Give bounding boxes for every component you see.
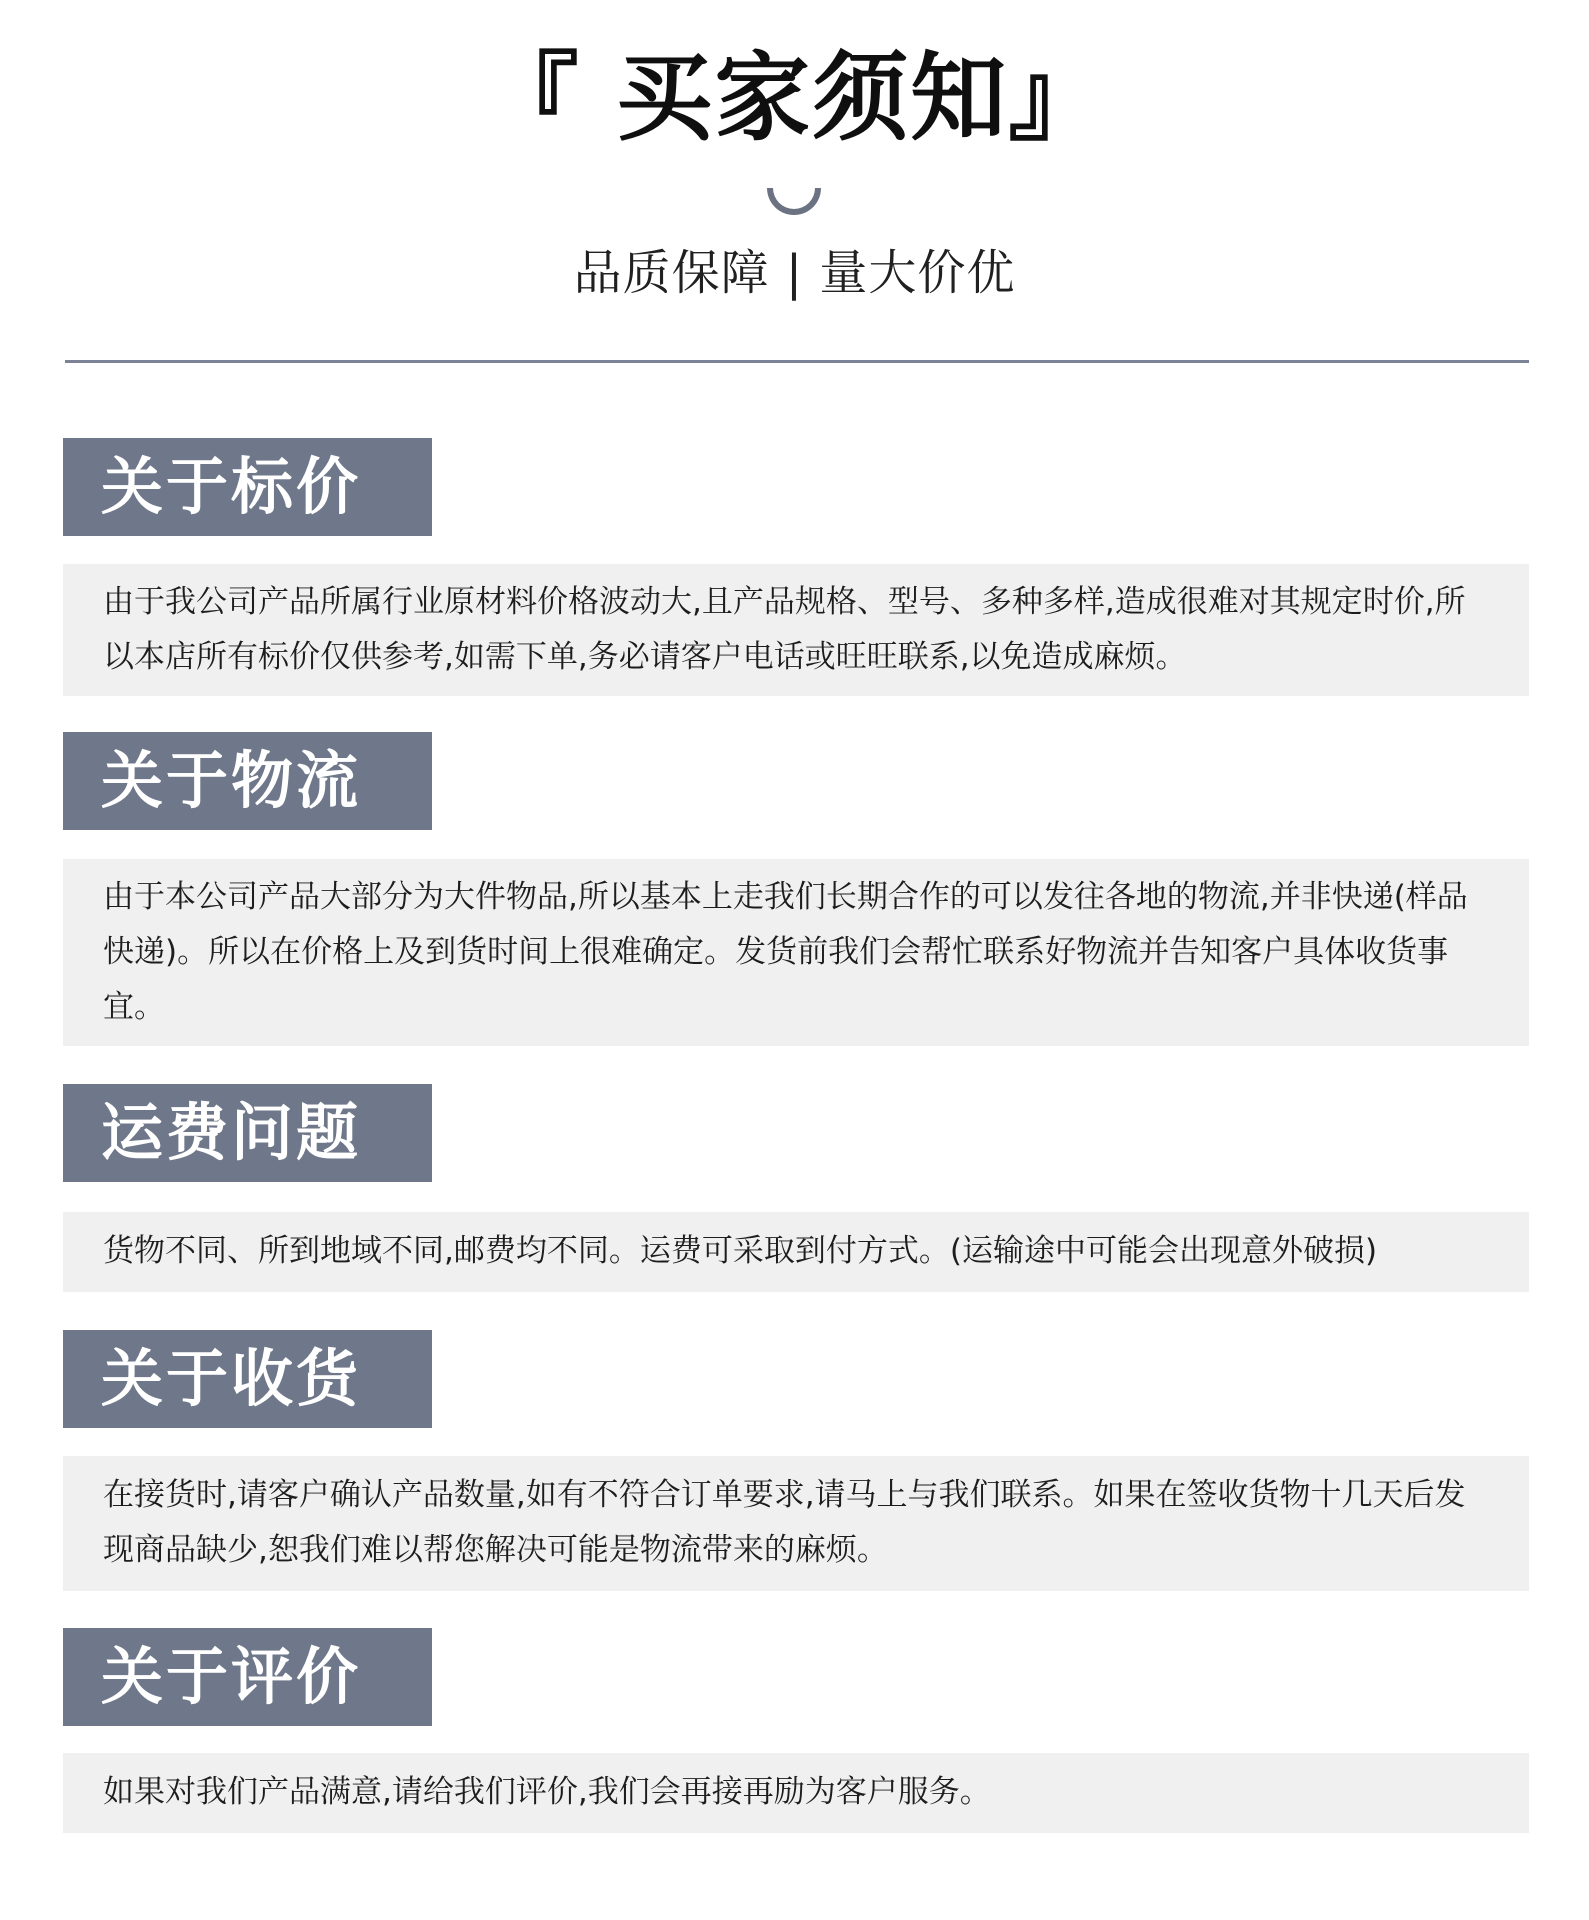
section-title-review: 关于评价 bbox=[63, 1628, 432, 1726]
section-text-receiving: 在接货时,请客户确认产品数量,如有不符合订单要求,请马上与我们联系。如果在签收货物十几天后发现商品缺少,恕我们难以帮您解决可能是物流带来的麻烦。 bbox=[63, 1456, 1529, 1591]
section-title-pricing: 关于标价 bbox=[63, 438, 432, 536]
section-text-logistics: 由于本公司产品大部分为大件物品,所以基本上走我们长期合作的可以发往各地的物流,并非快递(样品快递)。所以在价格上及到货时间上很难确定。发货前我们会帮忙联系好物流并告知客户具体收货事宜。 bbox=[63, 859, 1529, 1046]
decorative-arc-icon bbox=[767, 188, 821, 215]
section-title-receiving: 关于收货 bbox=[63, 1330, 432, 1428]
header-divider bbox=[65, 360, 1529, 363]
section-text-pricing: 由于我公司产品所属行业原材料价格波动大,且产品规格、型号、多种多样,造成很难对其规定时价,所以本店所有标价仅供参考,如需下单,务必请客户电话或旺旺联系,以免造成麻烦。 bbox=[63, 564, 1529, 696]
section-text-shipping-fee: 货物不同、所到地域不同,邮费均不同。运费可采取到付方式。(运输途中可能会出现意外破损) bbox=[63, 1212, 1529, 1292]
section-text-review: 如果对我们产品满意,请给我们评价,我们会再接再励为客户服务。 bbox=[63, 1753, 1529, 1833]
section-title-logistics: 关于物流 bbox=[63, 732, 432, 830]
page-header bbox=[0, 0, 1589, 360]
section-title-shipping-fee: 运费问题 bbox=[63, 1084, 432, 1182]
page-title: 『 买家须知』 bbox=[482, 42, 1107, 154]
page-subtitle: 品质保障 | 量大价优 bbox=[573, 245, 1016, 301]
